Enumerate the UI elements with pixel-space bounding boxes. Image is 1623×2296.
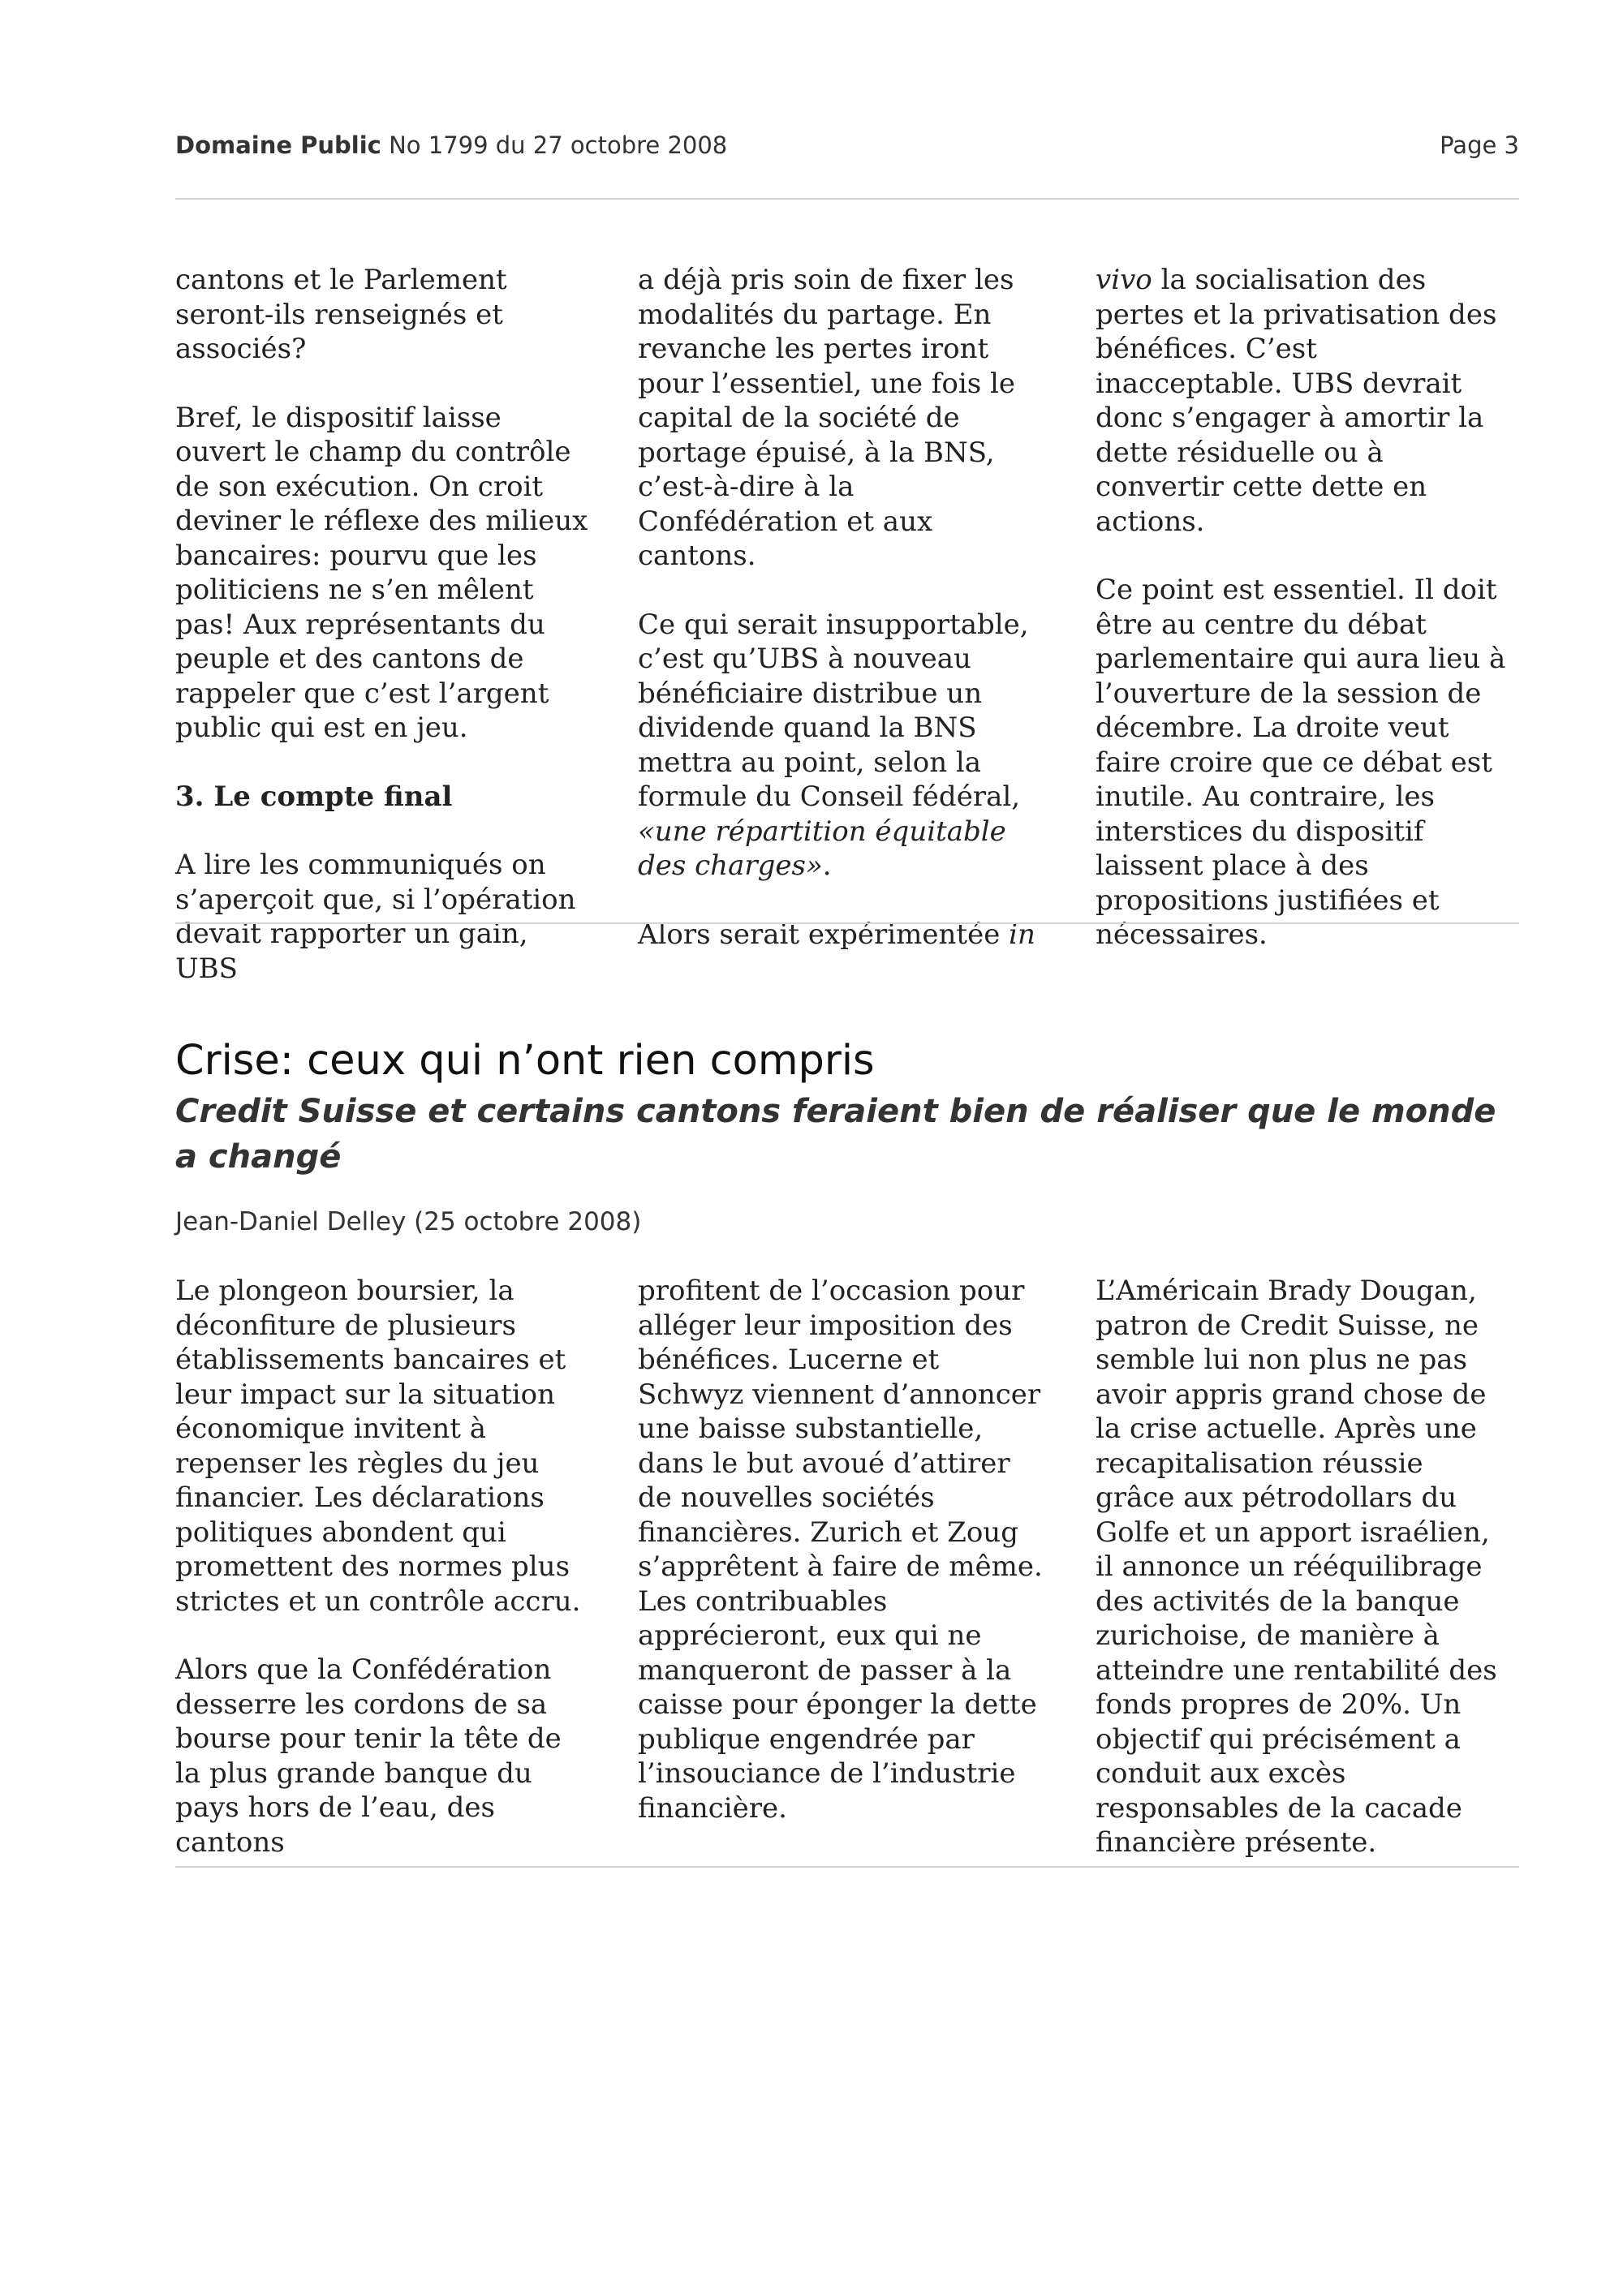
paragraph: Alors serait expérimentée in [638, 918, 1035, 951]
article2-column-1 [175, 1274, 589, 1894]
page-number: Page 3 [1440, 131, 1519, 159]
paragraph: profitent de l’occasion pour alléger leur imposition des bénéfices. Lucerne et Schwyz viennent d’annoncer une baisse substantielle, dans le but avoué d’attirer de nouvelles sociétés financières. Zurich et Zoug s’apprêtent à faire de même. Les contribuables apprécieront, eux qui ne manqueront de passer à la caisse pour éponger la dette publique engendrée par l’insouciance de l’industrie financière. [638, 1275, 1043, 1825]
paragraph: Ce point est essentiel. Il doit être au centre du débat parlementaire qui aura lieu à l’ouverture de la session de décembre. La droite veut faire croire que ce débat est inutile. Au contraire, les interstices du dispositif laissent place à des propositions justifiées et nécessaires. [1096, 574, 1506, 951]
article1-column-1 [175, 263, 589, 1020]
header-divider [175, 198, 1519, 200]
page-header [175, 131, 1519, 170]
header-publication-info [175, 131, 727, 159]
quote: «une répartition équitable des charges» [638, 815, 1006, 882]
article-subtitle: Credit Suisse et certains cantons feraient bien de réaliser que le monde a changé [175, 1093, 1496, 1176]
paragraph: L’Américain Brady Dougan, patron de Credit Suisse, ne semble lui non plus ne pas avoir appris grand chose de la crise actuelle. Après une recapitalisation réussie grâce aux pétrodollars du Golfe et un apport israélien, il annonce un rééquilibrage des activités de la banque zurichoise, de manière à atteindre une rentabilité des fonds propres de 20%. Un objectif qui précisément a conduit aux excès responsables de la cacade financière présente. [1096, 1275, 1497, 1859]
article2-column-2 [638, 1274, 1052, 1860]
paragraph: Ce qui serait insupportable, c’est qu’UBS à nouveau bénéficiaire distribue un dividende quand la BNS mettra au point, selon la formule du Conseil fédéral, «une répartition équitable des charges». [638, 608, 1029, 882]
publication-name: Domaine Public [175, 131, 381, 159]
article-title: Crise: ceux qui n’ont rien compris [175, 1037, 875, 1085]
paragraph: cantons et le Parlement seront-ils renseignés et associés? [175, 264, 507, 365]
paragraph: vivo la socialisation des pertes et la privatisation des bénéfices. C’est inacceptable. UBS devrait donc s’engager à amortir la dette résiduelle ou à convertir cette dette en actions. [1096, 264, 1497, 538]
paragraph: Bref, le dispositif laisse ouvert le champ du contrôle de son exécution. On croit deviner le réflexe des milieux bancaires: pourvu que les politiciens ne s’en mêlent pas! Aux représentants du peuple et des cantons de rappeler que c’est l’argent public qui est en jeu. [175, 401, 588, 744]
issue-info: No 1799 du 27 octobre 2008 [389, 131, 728, 159]
article2-column-3 [1096, 1274, 1509, 1894]
article1-column-3 [1096, 263, 1509, 987]
paragraph: Le plongeon boursier, la déconfiture de plusieurs établissements bancaires et leur impact sur la situation économique invitent à repenser les règles du jeu financier. Les déclarations politiques abondent qui promettent des normes plus strictes et un contrôle accru. [175, 1275, 581, 1618]
article1-column-2 [638, 263, 1052, 986]
paragraph: Alors que la Confédération desserre les cordons de sa bourse pour tenir la tête de la plus grande banque du pays hors de l’eau, des cantons [175, 1653, 562, 1859]
paragraph: A lire les communiqués on s’aperçoit que, si l’opération devait rapporter un gain, UBS [175, 849, 576, 985]
paragraph: a déjà pris soin de fixer les modalités du partage. En revanche les pertes iront pour l’essentiel, une fois le capital de la société de portage épuisé, à la BNS, c’est-à-dire à la Confédération et aux cantons. [638, 264, 1015, 572]
article-byline: Jean-Daniel Delley (25 octobre 2008) [175, 1207, 642, 1236]
article-end-divider [175, 1866, 1519, 1868]
article-divider [175, 922, 1519, 924]
section-heading: 3. Le compte final [175, 780, 453, 813]
